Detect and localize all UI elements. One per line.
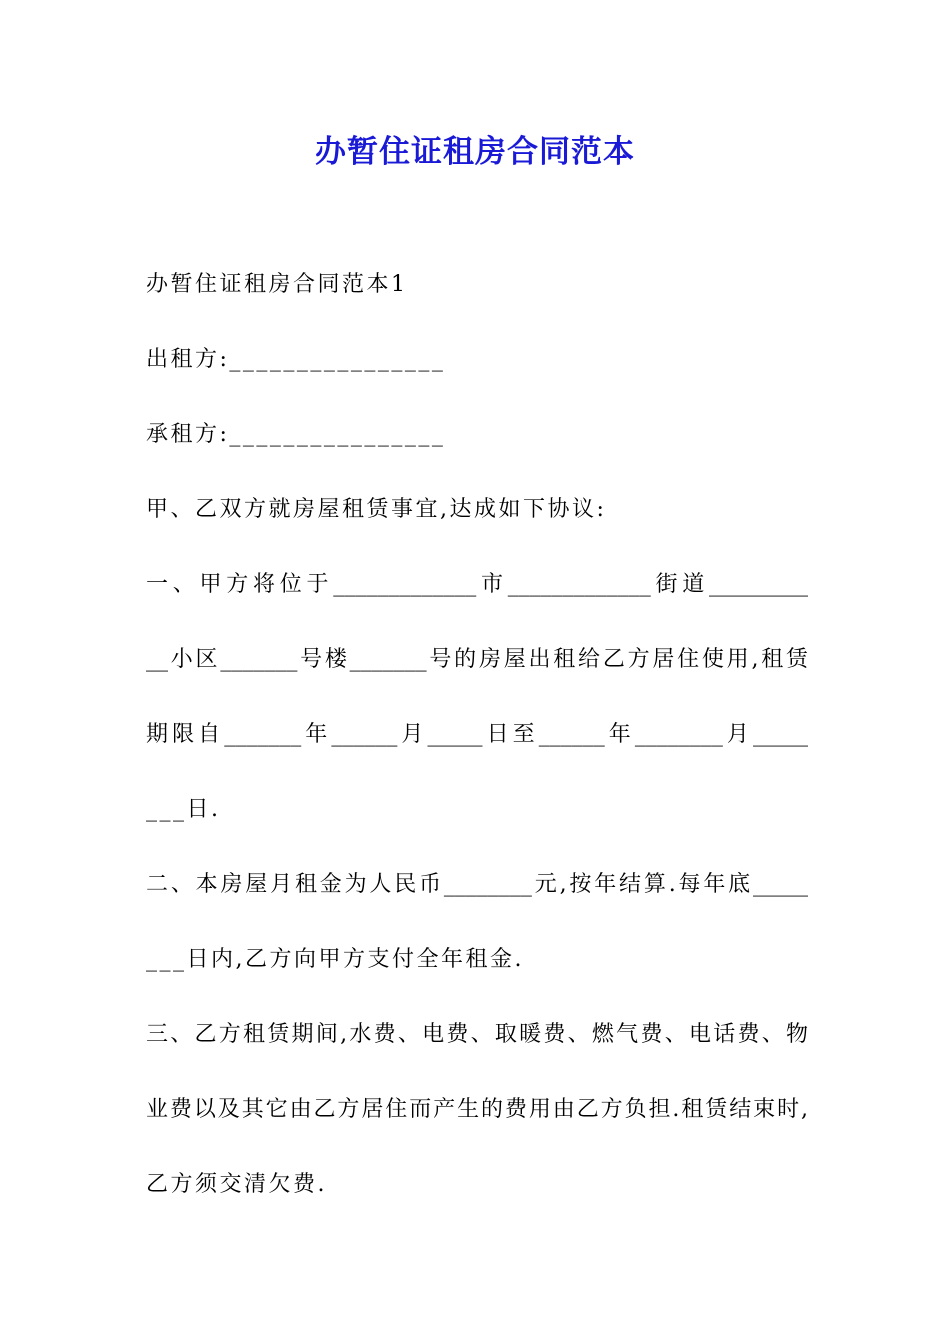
clause-3-line-2: 业费以及其它由乙方居住而产生的费用由乙方负担.租赁结束时, <box>146 1097 808 1122</box>
lessor-field: 出租方:________________ <box>146 347 446 372</box>
clause-2-line-1: 二、本房屋月租金为人民币________元,按年结算.每年底_____ <box>146 872 808 897</box>
clause-2-line-2: ___日内,乙方向甲方支付全年租金. <box>146 947 524 972</box>
clause-1-line-1: 一、甲方将位于_____________市_____________街道_________ <box>146 572 808 597</box>
section-heading: 办暂住证租房合同范本1 <box>146 272 408 297</box>
document-title: 办暂住证租房合同范本 <box>315 134 635 170</box>
clause-1-line-3: 期限自_______年______月_____日至______年________月_____ <box>146 722 808 747</box>
clause-1-line-2: __小区_______号楼_______号的房屋出租给乙方居住使用,租赁 <box>146 647 808 672</box>
lessee-field: 承租方:________________ <box>146 422 446 447</box>
clause-3-line-3: 乙方须交清欠费. <box>146 1172 327 1197</box>
agreement-intro: 甲、乙双方就房屋租赁事宜,达成如下协议: <box>146 497 607 522</box>
clause-3-line-1: 三、乙方租赁期间,水费、电费、取暖费、燃气费、电话费、物 <box>146 1022 808 1047</box>
clause-1-line-4: ___日. <box>146 797 221 822</box>
